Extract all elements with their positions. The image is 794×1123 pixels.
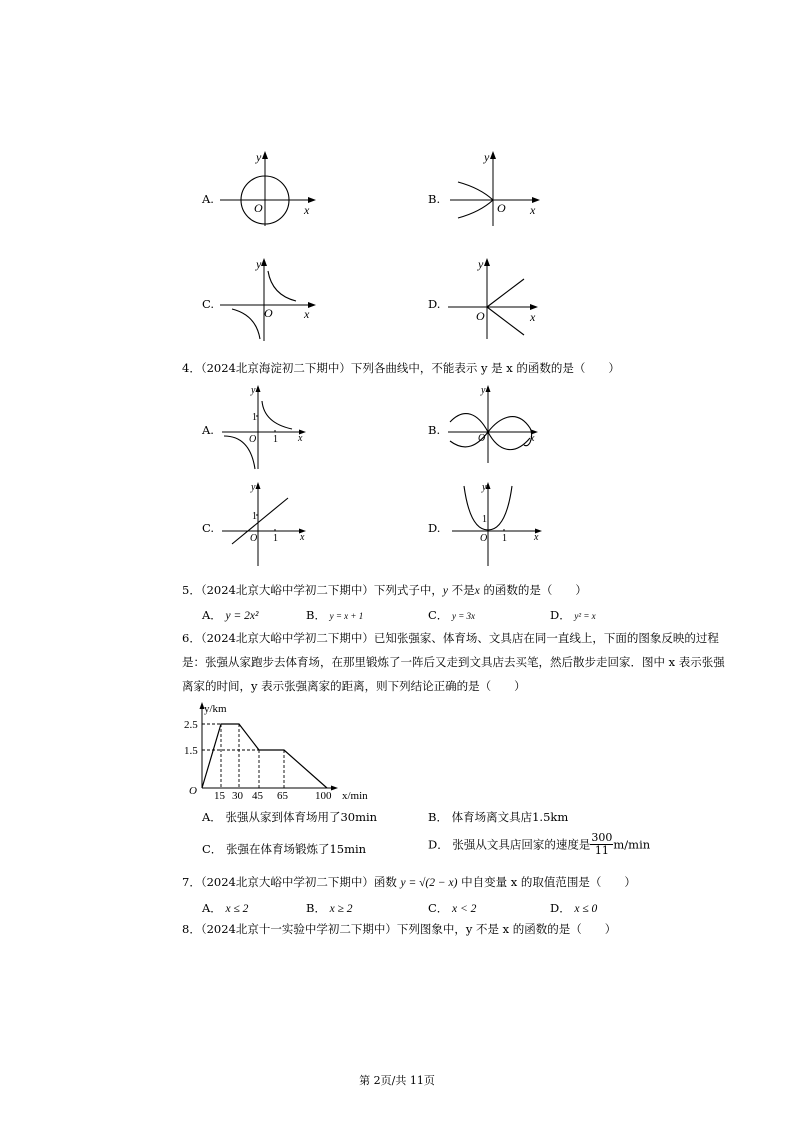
svg-text:y: y — [484, 150, 490, 164]
q4-option-c-letter: C. — [202, 521, 215, 535]
q7-option-a: A． x ≤ 2 — [202, 901, 249, 915]
q8-stem: 8．（2024北京十一实验中学初二下期中）下列图象中，y 不是 x 的函数的是（ ） — [182, 922, 617, 936]
svg-text:1: 1 — [482, 514, 487, 525]
svg-text:1: 1 — [273, 434, 278, 445]
svg-text:x: x — [304, 307, 310, 321]
q4-option-a-letter: A. — [202, 423, 214, 437]
svg-text:y: y — [256, 257, 262, 271]
svg-text:O: O — [250, 533, 258, 544]
x-tick-15: 15 — [214, 790, 225, 802]
svg-text:y: y — [251, 482, 256, 493]
y-axis-label: y — [256, 150, 262, 164]
svg-text:1: 1 — [252, 511, 257, 522]
svg-text:x: x — [530, 433, 535, 444]
q4-stem: 4．（2024北京海淀初二下期中）下列各曲线中，不能表示 y 是 x 的函数的是（ ） — [182, 361, 620, 375]
svg-text:y: y — [478, 257, 484, 271]
q5-option-b: B． y = x + 1 — [306, 608, 364, 622]
q4-graph-b — [444, 383, 554, 473]
svg-text:x: x — [300, 532, 305, 543]
speed-fraction: $\frac{300}{11}$ — [591, 831, 613, 857]
svg-text:O: O — [264, 306, 273, 320]
q6-distance-time-graph — [182, 698, 392, 806]
svg-text:y: y — [251, 385, 256, 396]
q6-option-a: A． 张强从家到体育场用了30min — [202, 810, 378, 824]
q3-option-c-letter: C. — [202, 297, 215, 311]
q7-option-c: C． x < 2 — [428, 901, 477, 915]
y-tick-2-5: 2.5 — [184, 719, 198, 731]
svg-text:1: 1 — [502, 533, 507, 544]
x-axis-label: x — [304, 203, 310, 217]
q4-graph-a — [220, 383, 320, 473]
svg-text:O: O — [476, 309, 485, 323]
q6-option-d: D． 张强从文具店回家的速度是 $\frac{300}{11}$ m/min — [428, 831, 651, 857]
svg-text:1: 1 — [273, 533, 278, 544]
q4-option-d-letter: D. — [428, 521, 441, 535]
x-tick-30: 30 — [232, 790, 243, 802]
x-axis-label: x/min — [342, 790, 368, 802]
q3-option-d-letter: D. — [428, 297, 441, 311]
q3-graph-d — [448, 255, 548, 345]
q6-option-b: B． 体育场离文具店1.5km — [428, 810, 569, 824]
svg-text:O: O — [497, 201, 506, 215]
q3-graph-a — [220, 148, 320, 228]
y-tick-1-5: 1.5 — [184, 745, 198, 757]
svg-text:O: O — [480, 533, 488, 544]
q7-option-b: B． x ≥ 2 — [306, 901, 353, 915]
q5-option-d: D． y² = x — [550, 608, 596, 622]
q7-function: y = √(2 − x) — [400, 877, 458, 889]
q7-option-d: D． x ≤ 0 — [550, 901, 598, 915]
svg-text:1: 1 — [252, 412, 257, 423]
svg-text:O: O — [478, 433, 486, 444]
x-tick-65: 65 — [277, 790, 288, 802]
q6-stem: 6．（2024北京大峪中学初二下期中）已知张强家、体育场、文具店在同一直线上，下面的图象反映的过程 是：张强从家跑步去体育场，在那里锻炼了一阵后又走到文具店去买笔，然后散步走回家．图中 x 表示张强 离家的时间，y 表示张强离家的距离，则下列结论正确的是（ ） — [182, 631, 725, 693]
y-axis-label: y/km — [204, 703, 227, 715]
q6-option-c: C． 张强在体育场锻炼了15min — [202, 842, 367, 856]
q4-graph-d — [448, 478, 548, 570]
origin-label: O — [189, 785, 197, 797]
q7-stem: 7．（2024北京大峪中学初二下期中）函数 y = √(2 − x) 中自变量 x 的取值范围是（ ） — [182, 875, 636, 889]
svg-text:x: x — [530, 203, 536, 217]
q5-option-c: C． y = 3x — [428, 608, 476, 622]
q5-option-a: A． y = 2x² — [202, 608, 259, 622]
q3-graph-b — [450, 148, 550, 228]
q4-graph-c — [220, 478, 320, 570]
q5-stem: 5．（2024北京大峪中学初二下期中）下列式子中，y 不是x 的函数的是（ ） — [182, 583, 587, 597]
svg-text:y: y — [482, 482, 487, 493]
svg-text:O: O — [249, 434, 257, 445]
q4-option-b-letter: B. — [428, 423, 441, 437]
x-tick-100: 100 — [315, 790, 332, 802]
q3-option-b-letter: B. — [428, 192, 441, 206]
svg-text:y: y — [481, 385, 486, 396]
q3-option-a-letter: A. — [202, 192, 214, 206]
svg-text:x: x — [530, 310, 536, 324]
q3-graph-c — [220, 255, 320, 345]
origin-label: O — [254, 201, 263, 215]
svg-text:x: x — [298, 433, 303, 444]
page-footer: 第 2页/共 11页 — [359, 1074, 435, 1087]
svg-text:x: x — [534, 532, 539, 543]
x-tick-45: 45 — [252, 790, 263, 802]
